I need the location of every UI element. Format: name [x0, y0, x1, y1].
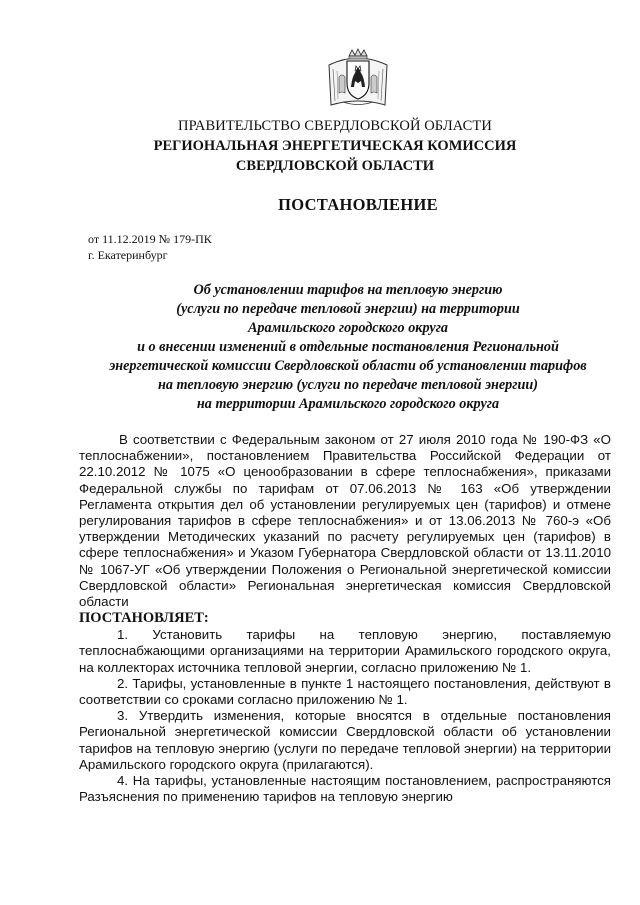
document-city: г. Екатеринбург [88, 248, 168, 262]
subject-line: и о внесении изменений в отдельные постановления Региональной [137, 339, 559, 355]
subject-line: (услуги по передаче тепловой энергии) на территории [176, 301, 520, 317]
decree-item: 1. Установить тарифы на тепловую энергию, поставляемую теплоснабжающими организациями на территории Арамильского городского округа, на коллекторах источника тепловой энергии, согласно приложению № 1. [79, 627, 611, 675]
decree-item: 3. Утвердить изменения, которые вносятся в отдельные постановления Региональной энергетической комиссии Свердловской области об установлении тарифов на тепловую энергию (услуги по передаче тепловой энергии) на территории Арамильского городского округа (прилагаются). [79, 708, 611, 772]
decree-item: 2. Тарифы, установленные в пункте 1 настоящего постановления, действуют в соответствии со сроками согласно приложению № 1. [79, 675, 611, 708]
decree-item: 4. На тарифы, установленные настоящим постановлением, распространяются Разъяснения по применению тарифов на тепловую энергию [79, 773, 611, 805]
subject-line: энергетической комиссии Свердловской области об установлении тарифов [109, 358, 587, 374]
document-date-number: от 11.12.2019 № 179-ПК [88, 232, 212, 246]
header-government: ПРАВИТЕЛЬСТВО СВЕРДЛОВСКОЙ ОБЛАСТИ [178, 118, 492, 134]
document-subject [88, 281, 608, 414]
preamble-paragraph: В соответствии с Федеральным законом от 27 июля 2010 года № 190-ФЗ «О теплоснабжении», постановлением Правительства Российской Федерации от 22.10.2012 № 1075 «О ценообразовании в сфере теплоснабжения», приказами Федеральной службы по тарифам от 07.06.2013 № 163 «Об утверждении Регламента открытия дел об установлении регулируемых цен (тарифов) и отмене регулирования тарифов в сфере теплоснабжения» и от 13.06.2013 № 760-э «Об утверждении Методических указаний по расчету регулируемых цен (тарифов) в сфере теплоснабжения» и Указом Губернатора Свердловской области от 13.11.2010 № 1067-УГ «Об утверждении Положения о Региональной энергетической комиссии Свердловской области» Региональная энергетическая комиссия Свердловской области [79, 432, 611, 610]
decree-word: ПОСТАНОВЛЯЕТ: [79, 610, 209, 627]
header-commission: РЕГИОНАЛЬНАЯ ЭНЕРГЕТИЧЕСКАЯ КОМИССИЯ [153, 138, 517, 154]
document-title: ПОСТАНОВЛЕНИЕ [278, 195, 438, 214]
document-body [79, 432, 611, 805]
header-region: СВЕРДЛОВСКОЙ ОБЛАСТИ [235, 158, 435, 174]
subject-line: Арамильского городского округа [247, 320, 449, 336]
subject-line: Об установлении тарифов на тепловую энергию [193, 282, 503, 298]
coat-of-arms-icon [325, 47, 391, 111]
subject-line: на территории Арамильского городского округа [196, 396, 500, 412]
subject-line: на тепловую энергию (услуги по передаче тепловой энергии) [157, 377, 539, 393]
